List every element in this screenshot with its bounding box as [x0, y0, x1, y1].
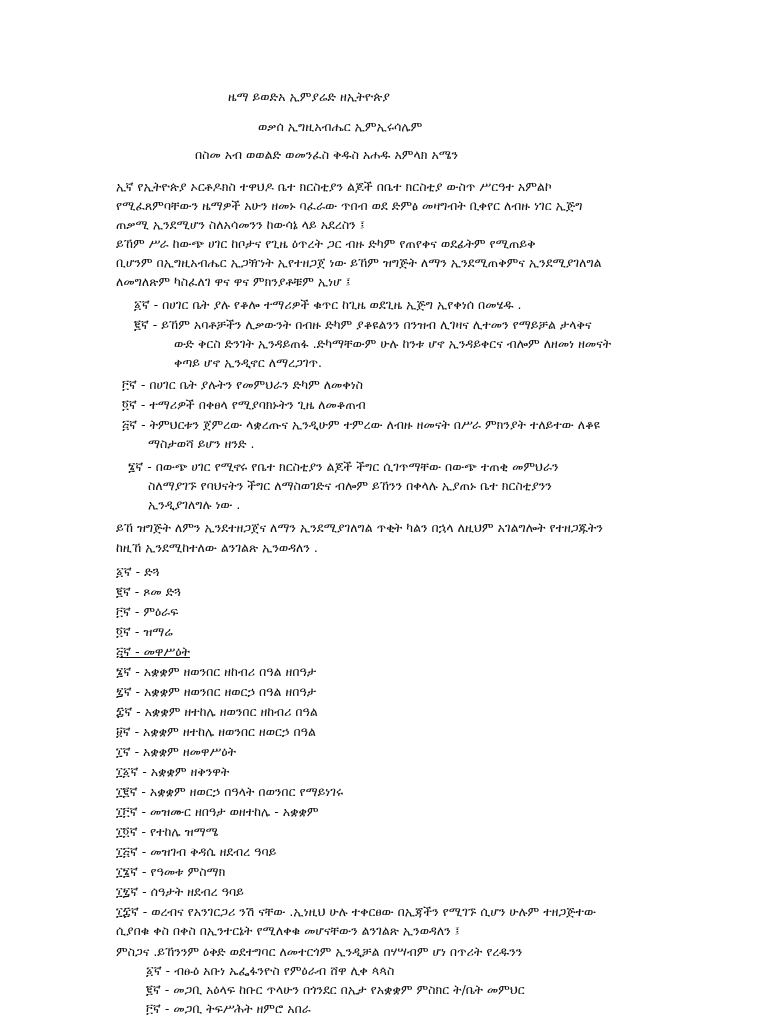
intro-line: ኢኛ የኢትዮጵያ ኦርቶዶክስ ተዋህዶ ቤተ ክርስቲያን ልጆች በቤተ ክርስቲያ ውስጥ ሥርዓተ አምልኮ: [116, 179, 552, 194]
transition-line: ከዚኸ ኢንደሚከተለው ልንገልጽ ኢንወዳለን .: [116, 540, 318, 555]
list-item: ፲፯ኛ - ሰዓታት ዘደብረ ዓባይ: [116, 884, 244, 899]
reason-continuation: ውድ ቅርስ ድንገት ኢንዳይጠፋ .ድካማቸውም ሁሉ ከንቱ ሆኖ ኢንዳይቀርና ብሎም ለዘመነ ዘመናት: [174, 336, 612, 351]
transition-line: ይኸ ዝግጅት ለምን ኢንደተዘጋጀና ለማን ኢንደሚያገለግል ጥቂት ካልን በኋላ ለዚህም አገልግሎት የተዘጋጁትን: [116, 520, 603, 535]
reason-item: ፪ኛ - ይኸም አባቶቻችን ሊቃውንት በብዙ ድካም ያቆዩልንን በንዝብ ሊገዛና ሊተመን የማይቻል ታላቅና: [134, 317, 592, 332]
reason-continuation: ኢንዲያገለግሉ ነው .: [148, 497, 241, 512]
intro-line: ይኸም ሥራ ከውጭ ሀገር ከቦታና የጊዜ ዕጥረት ጋር ብዙ ድካም የጠየቀና ወደፊትም የሚጠይቅ: [116, 236, 536, 251]
reason-item: ፫ኛ - በሀገር ቤት ያሉትን የመምህራን ድካም ለመቀነስ: [122, 377, 364, 392]
invocation-line: በስመ አብ ወወልድ ወመንፈስ ቅዱስ አሐዱ አምላክ አሜን: [195, 147, 458, 162]
list-item: ፲፪ኛ - አቋቋም ዘወርኃ በዓላት በወንበር የማይነገሩ: [116, 784, 344, 799]
list-item: ፲፭ኛ - መዝገብ ቅዳሴ ዘደብረ ዓባይ: [116, 844, 277, 859]
list-item: ፪ኛ - ጾመ ድጓ: [116, 584, 182, 599]
list-item: ፯ኛ - አቋቋም ዘወንበር ዘወርኃ በዓል ዘበዓታ: [116, 684, 317, 699]
document-title: ዜማ ይወድአ ኢምያሬድ ዘኢትዮጵያ: [228, 89, 390, 104]
intro-line: ጠቃሚ ኢንደሚሆን ስለአሳመንን ከውሳኔ ላይ አደረስን ፤: [116, 217, 365, 232]
acknowledgement-item: ፪ኛ - መጋቢ አዕላፍ ከቡር ጥላሁን በጎንደር በኢታ የአቋቋም ምስክር ት/ቤት መምህር: [146, 982, 525, 997]
list-item: ፲፮ኛ - የዓመቱ ምስማክ: [116, 864, 226, 879]
acknowledgement-item: ፫ኛ - መጋቢ ትፍሥሕት ዘምሮ አበራ: [146, 1001, 311, 1016]
reason-continuation: ስለማያገኙ የባህናትን ችግር ለማስወገድና ብሎም ይኸንን በቀላሉ ኢያጠኑ ቤተ ክርስቲያንን: [148, 478, 552, 493]
intro-line: የሚፈጸምባቸውን ዜማዎች አሁን ዘመኑ ባፈራው ጥበብ ወደ ድምፅ መዛግብት ቢቀየር ለብዙ ነገር ኢጅግ: [116, 198, 583, 213]
intro-line: ለመግለጽም ካስፈለገ ዋና ዋና ምክንያቶቹም ኢነሆ ፤: [116, 274, 351, 289]
reason-item: ፭ኛ - ትምህርቱን ጀምረው ላቋረጡና ኢንዲሁም ተምረው ለብዙ ዘመናት በሥራ ምክንያት ተለይተው ለቆዩ: [122, 417, 600, 432]
intro-line: ቢሆንም በኢግዚአብሔር ኢጋዥነት ኢየተዘጋጀ ነው ይኸም ዝግጅት ለማን ኢንደሚጠቅምና ኢንደሚያገለግል: [116, 255, 602, 270]
list-continuation: ሲያበቁ ቀስ በቀስ በኢንተርኔት የሚለቀቁ መሆናቸውን ልንገልጽ ኢንወዳለን ፤: [116, 923, 460, 938]
list-item: ፲፫ኛ - መዝሙር ዘበዓታ ወዘተከሌ - አቋቋም: [116, 804, 319, 819]
list-item: ፭ኛ - መዋሥዕት: [116, 644, 190, 659]
list-item: ፬ኛ - ዝማሬ: [116, 624, 173, 639]
reason-continuation: ማስታወሻ ይሆን ዘንድ .: [148, 436, 255, 451]
list-item: ፲፰ኛ - ወረብና የአንገርጋሪ ንሽ ናቸው .ኢነዚህ ሁሉ ተቀርፀው በኢጃችን የሚገኙ ሲሆን ሁሉም ተዘጋጅተው: [116, 904, 596, 919]
list-item: ፫ኛ - ምዕራፍ: [116, 604, 179, 619]
document-subtitle: ወቃሰ ኢግዚአብሔር ኢምኢሩሳሌም: [258, 119, 423, 134]
reason-item: ፬ኛ - ተማሪዎች በቀፀላ የሚያባክኑትን ጊዜ ለመቆጠብ: [122, 397, 366, 412]
reason-item: ፩ኛ - በሀገር ቤት ያሉ የቆሎ ተማሪዎች ቁጥር ከጊዜ ወደጊዜ ኢጅግ ኢየቀነሰ በመሄዱ .: [134, 297, 522, 312]
reason-item: ፮ኛ - በውጭ ሀገር የሚኖሩ የቤተ ክርስቲያን ልጆች ችግር ሲገጥማቸው በውጭ ተጠቂ መምህራን: [128, 459, 559, 474]
reason-continuation: ቀጣይ ሆኖ ኢንዲኖር ለማረጋገጥ.: [174, 355, 323, 370]
list-item: ፰ኛ - አቋቋም ዘተከሌ ዘወንበር ዘከብሪ በዓል: [116, 704, 318, 719]
list-item: ፱ኛ - አቋቋም ዘተከሌ ዘወንበር ዘወርኃ በዓል: [116, 724, 316, 739]
acknowledgement-line: ምስጋና .ይኸንንም ዕቅድ ወደተግባር ለመተርጎም ኢንዲቻል በሃሣብም ሆነ በጥሪት የረዱንን: [116, 944, 523, 959]
list-item: ፲፬ኛ - የተከሌ ዝማሜ: [116, 824, 219, 839]
list-item: ፲ኛ - አቋቋም ዘመዋሥዕት: [116, 744, 237, 759]
acknowledgement-item: ፩ኛ - ብፁዕ አቡነ ኤፌፋንዮስ የምዕራብ ሸዋ ሊቀ ጳጳስ: [146, 963, 395, 978]
list-item: ፮ኛ - አቋቋም ዘወንበር ዘከብሪ በዓል ዘበዓታ: [116, 664, 317, 679]
list-item: ፩ኛ - ድጓ: [116, 564, 160, 579]
list-item: ፲፩ኛ - አቋቋም ዘቅንዋት: [116, 764, 230, 779]
